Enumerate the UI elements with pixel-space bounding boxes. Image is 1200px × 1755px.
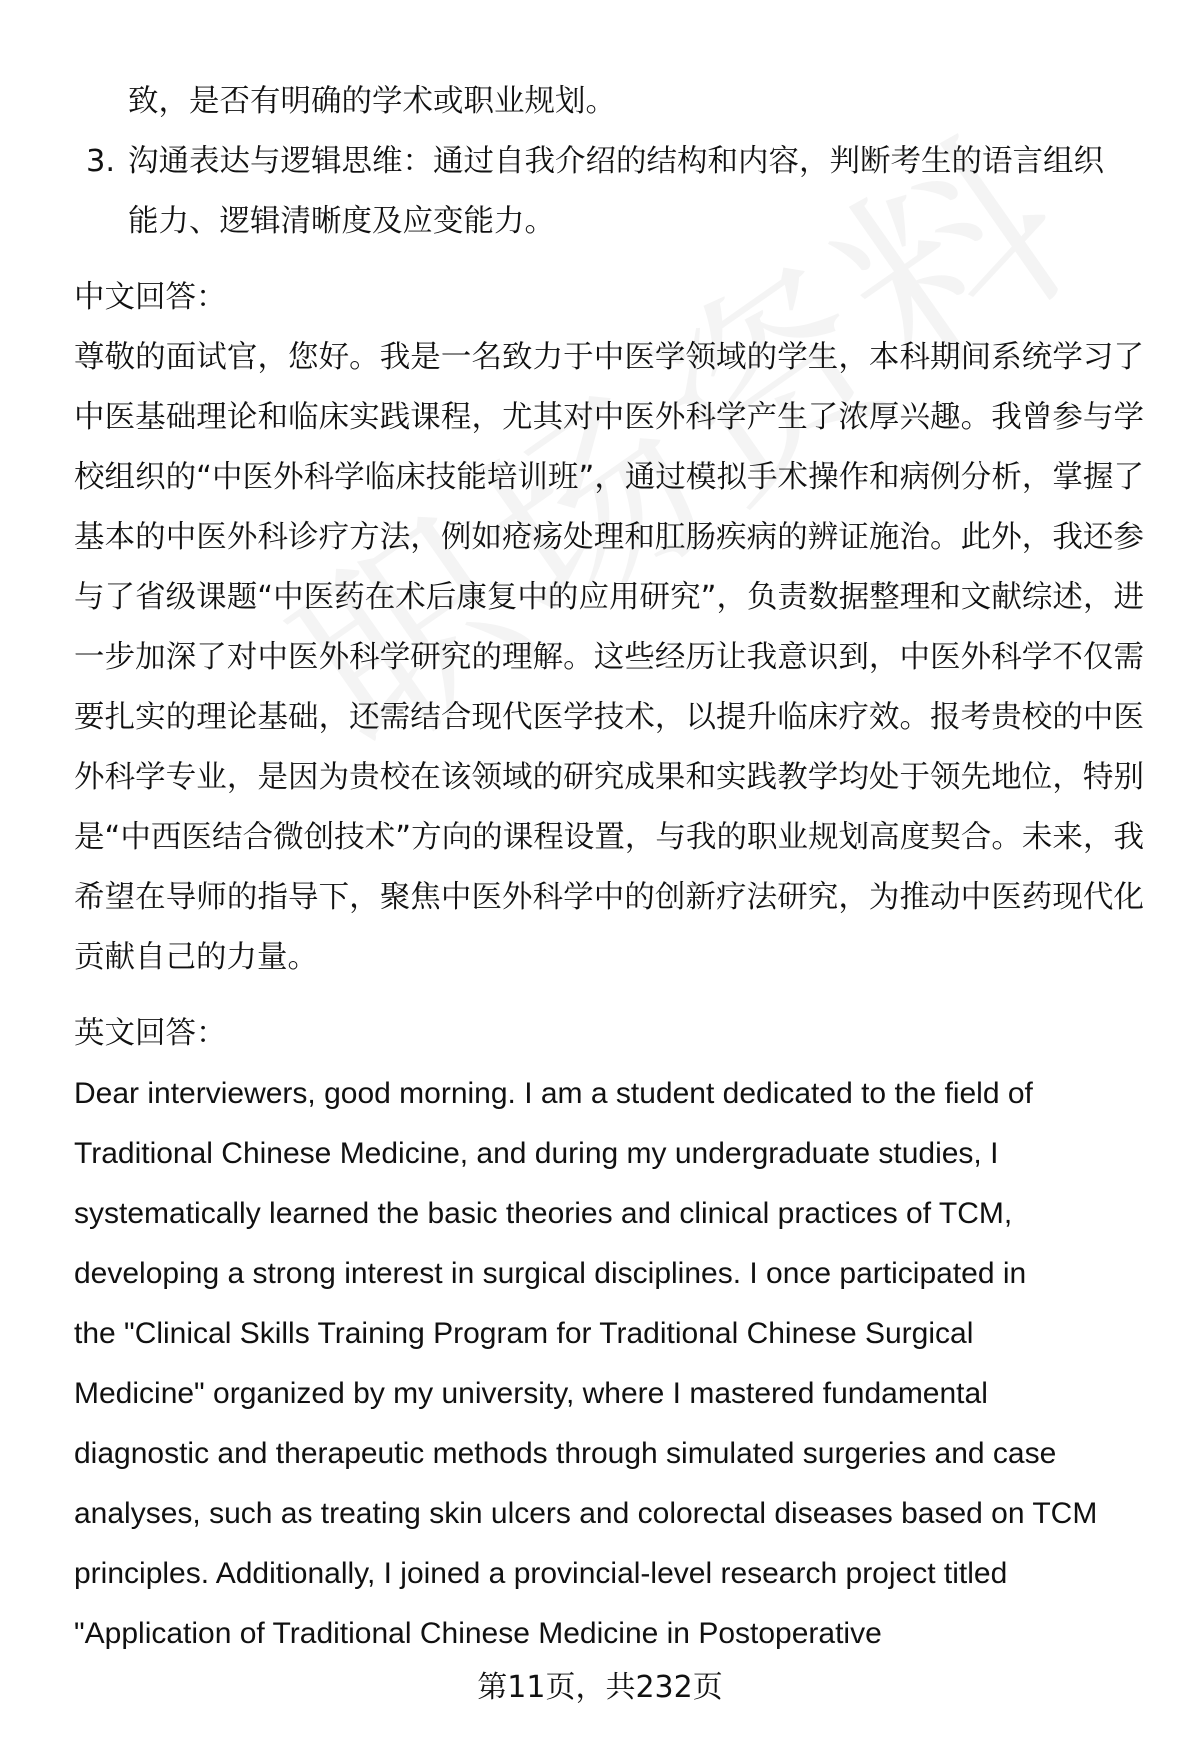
english-answer-line: Traditional Chinese Medicine, and during my undergraduate studies, I: [74, 1137, 999, 1170]
english-answer-line: analyses, such as treating skin ulcers and colorectal diseases based on TCM: [74, 1497, 1098, 1530]
list-item-text: 沟通表达与逻辑思维：通过自我介绍的结构和内容，判断考生的语言组织能力、逻辑清晰度及应变能力。: [128, 144, 1104, 239]
list-item-3: [74, 132, 1144, 252]
english-answer-line: "Application of Traditional Chinese Medicine in Postoperative: [74, 1617, 882, 1650]
english-answer-body: [74, 1064, 1144, 1664]
english-answer-line: developing a strong interest in surgical disciplines. I once participated in: [74, 1257, 1027, 1290]
english-answer-line: systematically learned the basic theories and clinical practices of TCM,: [74, 1197, 1013, 1230]
page-footer: 第11页，共232页: [477, 1670, 723, 1705]
list-number: 3.: [86, 144, 116, 179]
english-answer-heading: 英文回答：: [74, 1016, 227, 1051]
english-answer-line: principles. Additionally, I joined a provincial-level research project titled: [74, 1557, 1008, 1590]
document-page: [74, 72, 1144, 1664]
chinese-answer-body: 尊敬的面试官，您好。我是一名致力于中医学领域的学生，本科期间系统学习了中医基础理论和临床实践课程，尤其对中医外科学产生了浓厚兴趣。我曾参与学校组织的“中医外科学临床技能培训班”，通过模拟手术操作和病例分析，掌握了基本的中医外科诊疗方法，例如疮疡处理和肛肠疾病的辨证施治。此外，我还参与了省级课题“中医药在术后康复中的应用研究”，负责数据整理和文献综述，进一步加深了对中医外科学研究的理解。这些经历让我意识到，中医外科学不仅需要扎实的理论基础，还需结合现代医学技术，以提升临床疗效。报考贵校的中医外科学专业，是因为贵校在该领域的研究成果和实践教学均处于领先地位，特别是“中西医结合微创技术”方向的课程设置，与我的职业规划高度契合。未来，我希望在导师的指导下，聚焦中医外科学中的创新疗法研究，为推动中医药现代化贡献自己的力量。: [74, 340, 1144, 975]
english-answer-line: Medicine" organized by my university, where I mastered fundamental: [74, 1377, 988, 1410]
english-answer-line: the "Clinical Skills Training Program for Traditional Chinese Surgical: [74, 1317, 974, 1350]
chinese-answer-heading: 中文回答：: [74, 280, 227, 315]
list-item-continuation: 致，是否有明确的学术或职业规划。: [128, 84, 616, 119]
english-answer-line: diagnostic and therapeutic methods through simulated surgeries and case: [74, 1437, 1057, 1470]
english-answer-line: Dear interviewers, good morning. I am a student dedicated to the field of: [74, 1077, 1033, 1110]
